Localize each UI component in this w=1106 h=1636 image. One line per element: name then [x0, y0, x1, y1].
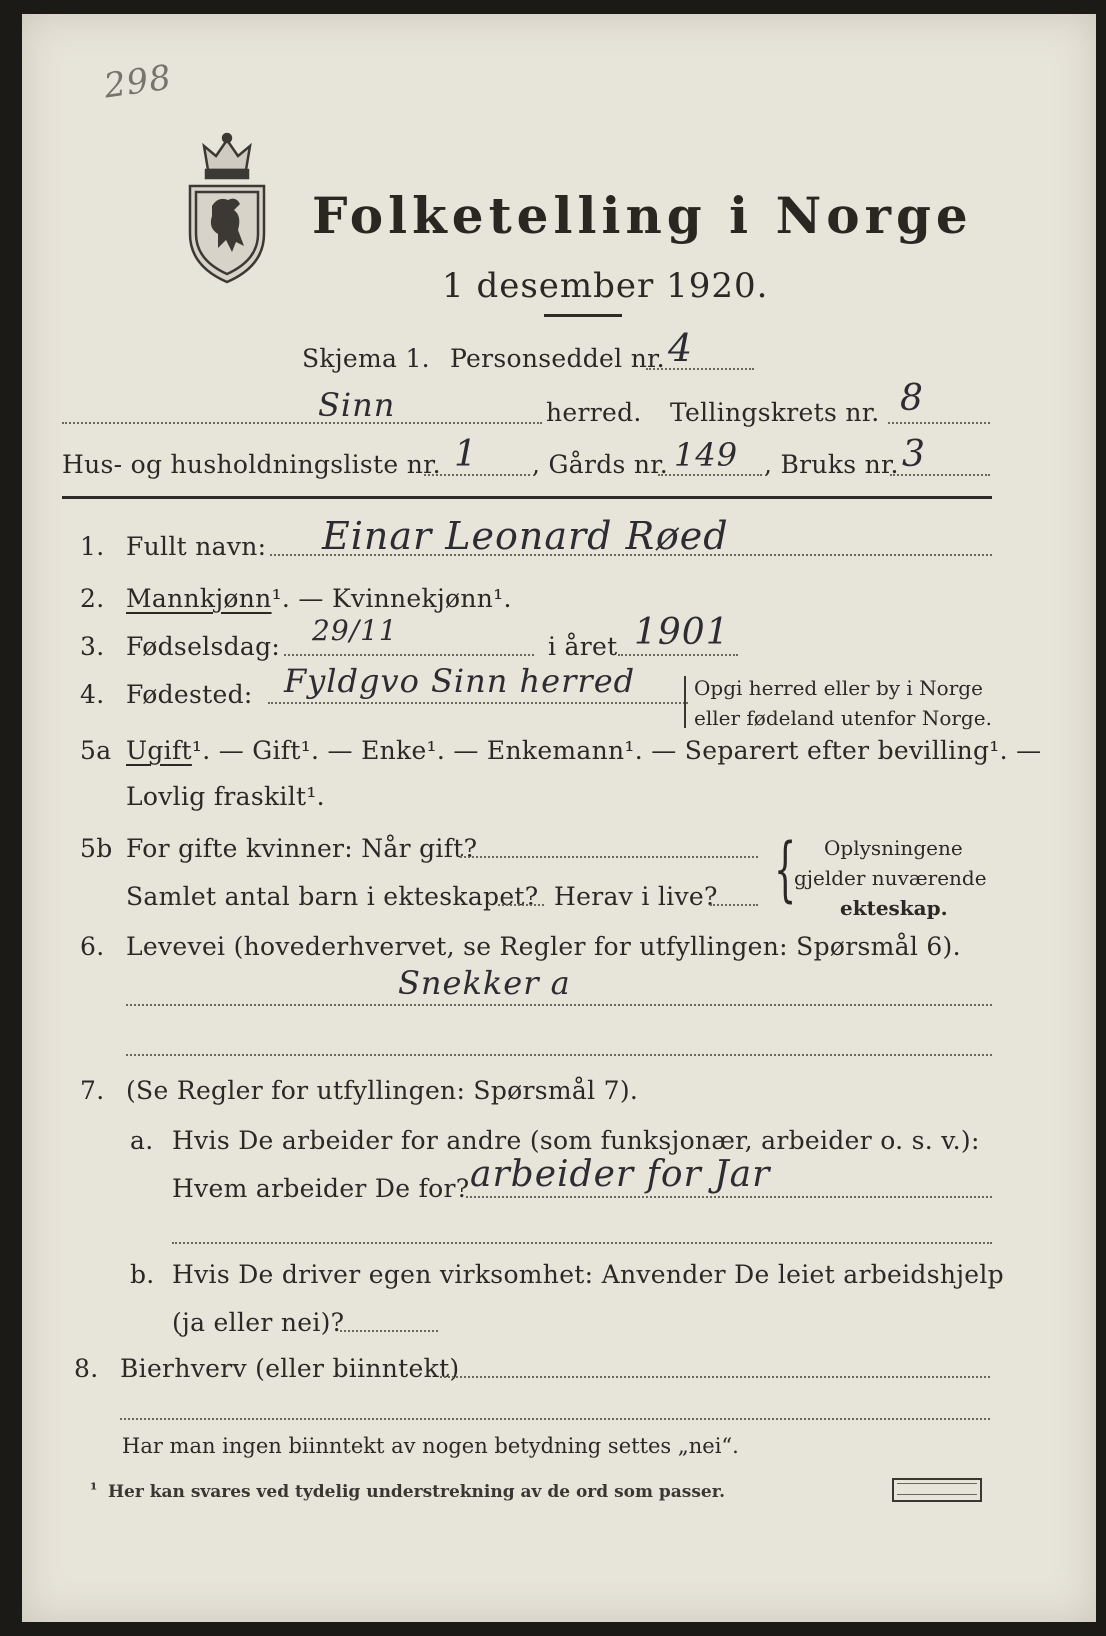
herred-dotline	[62, 422, 542, 424]
q4-label: Fødested:	[126, 680, 253, 709]
q8-dotline-1	[440, 1376, 990, 1378]
herred-label: herred.	[546, 398, 642, 427]
q5b-note-line3: ekteskap.	[840, 896, 948, 920]
gards-value[interactable]: 149	[674, 436, 739, 474]
q7b-letter: b.	[130, 1260, 155, 1289]
q7b-question-line1: Hvis De driver egen virksomhet: Anvender De leiet arbeidshjelp	[172, 1260, 1004, 1289]
q3-number: 3.	[80, 632, 105, 661]
q1-dotline	[270, 554, 992, 556]
personseddel-value[interactable]: 4	[668, 326, 694, 370]
q7b-question-line2: (ja eller nei)?	[172, 1308, 345, 1337]
q5a-ugift[interactable]: Ugift	[126, 736, 192, 765]
q7b-dotline	[340, 1330, 438, 1332]
q1-number: 1.	[80, 532, 105, 561]
q5a-other-options[interactable]: ¹. — Gift¹. — Enke¹. — Enkemann¹. — Separert efter bevilling¹. —	[191, 736, 1042, 765]
coat-of-arms-icon	[184, 130, 270, 290]
footnote-mark: ¹	[90, 1480, 98, 1500]
q7a-employer-value[interactable]: arbeider for Jar	[470, 1154, 771, 1195]
q4-note-bracket	[684, 676, 692, 728]
form-title: Folketelling i Norge	[312, 186, 973, 245]
q7a-question-line2: Hvem arbeider De for?	[172, 1174, 470, 1203]
schema-label: Skjema 1.	[302, 344, 430, 373]
hus-value[interactable]: 1	[454, 434, 478, 475]
q5b-alive-dotline	[710, 904, 758, 906]
q8-dotline-2	[120, 1418, 990, 1420]
q1-full-name[interactable]: Einar Leonard Røed	[322, 514, 729, 558]
q3-year-label: i året	[548, 632, 618, 661]
q2-number: 2.	[80, 584, 105, 613]
census-form-page	[22, 14, 1096, 1622]
q7a-dotline-1	[466, 1196, 992, 1198]
herred-value[interactable]: Sinn	[318, 386, 396, 424]
q7a-letter: a.	[130, 1126, 154, 1155]
personseddel-dotline	[646, 368, 754, 370]
gards-dotline	[658, 474, 762, 476]
q6-dotline-2	[126, 1054, 992, 1056]
q8-number: 8.	[74, 1354, 99, 1383]
census-date: 1 desember 1920.	[442, 266, 769, 306]
q6-label: Levevei (hovederhvervet, se Regler for utfyllingen: Spørsmål 6).	[126, 932, 961, 961]
gards-label: , Gårds nr.	[532, 450, 669, 479]
q7-label: (Se Regler for utfyllingen: Spørsmål 7).	[126, 1076, 639, 1105]
title-divider	[544, 314, 622, 317]
q3-label: Fødselsdag:	[126, 632, 281, 661]
q5b-note-line1: Oplysningene	[824, 836, 963, 860]
q7-number: 7.	[80, 1076, 105, 1105]
q3-birthday-value[interactable]: 29/11	[312, 614, 398, 647]
q4-note-line2: eller fødeland utenfor Norge.	[694, 706, 992, 730]
q5b-children-label: Samlet antal barn i ekteskapet?	[126, 882, 539, 911]
q5b-label: For gifte kvinner: Når gift?	[126, 834, 478, 863]
q7a-question-line1: Hvis De arbeider for andre (som funksjonær, arbeider o. s. v.):	[172, 1126, 980, 1155]
q6-dotline-1	[126, 1004, 992, 1006]
tellingskrets-value[interactable]: 8	[900, 378, 924, 419]
biinntekt-note: Har man ingen biinntekt av nogen betydning settes „nei“.	[122, 1434, 739, 1458]
personseddel-label: Personseddel nr.	[450, 344, 665, 373]
q5b-number: 5b	[80, 834, 113, 863]
q2-mannkjonn[interactable]: Mannkjønn	[126, 584, 272, 613]
bruks-dotline	[890, 474, 990, 476]
q5b-children-dotline	[498, 904, 544, 906]
q5b-note-brace: {	[774, 828, 797, 910]
q4-birthplace-value[interactable]: Fyldgvo Sinn herred	[284, 662, 636, 700]
q4-number: 4.	[80, 680, 105, 709]
tellingskrets-label: Tellingskrets nr.	[670, 398, 880, 427]
archive-mark: 298	[101, 57, 175, 107]
bruks-value[interactable]: 3	[902, 434, 926, 475]
q3-dotline	[284, 654, 534, 656]
q3-year-dotline	[618, 654, 738, 656]
footnote-text: Her kan svares ved tydelig understrekning av de ord som passer.	[108, 1482, 726, 1502]
hus-label: Hus- og husholdningsliste nr.	[62, 450, 441, 479]
q5b-dotline	[460, 856, 758, 858]
q5a-number: 5a	[80, 736, 112, 765]
q5b-note-line2: gjelder nuværende	[794, 866, 987, 890]
header-divider	[62, 496, 992, 499]
q2-separator: ¹. —	[271, 584, 332, 613]
tellingskrets-dotline	[888, 422, 990, 424]
q5a-lovlig-fraskilt[interactable]: Lovlig fraskilt¹.	[126, 782, 325, 811]
q2-kvinnekjonn[interactable]: Kvinnekjønn¹.	[331, 584, 512, 613]
q2-sex-options	[126, 584, 512, 613]
q7a-dotline-2	[172, 1242, 992, 1244]
hus-dotline	[424, 474, 530, 476]
q4-note-line1: Opgi herred eller by i Norge	[694, 676, 983, 700]
q8-label: Bierhverv (eller biinntekt)	[120, 1354, 460, 1383]
q6-occupation-value[interactable]: Snekker a	[398, 964, 571, 1002]
printer-stamp	[892, 1478, 982, 1502]
q3-year-value[interactable]: 1901	[634, 612, 730, 653]
q6-number: 6.	[80, 932, 105, 961]
q5a-civil-status-options	[126, 736, 1041, 765]
q4-dotline	[268, 702, 688, 704]
q5b-alive-label: Herav i live?	[554, 882, 718, 911]
q1-label: Fullt navn:	[126, 532, 267, 561]
bruks-label: , Bruks nr.	[764, 450, 899, 479]
